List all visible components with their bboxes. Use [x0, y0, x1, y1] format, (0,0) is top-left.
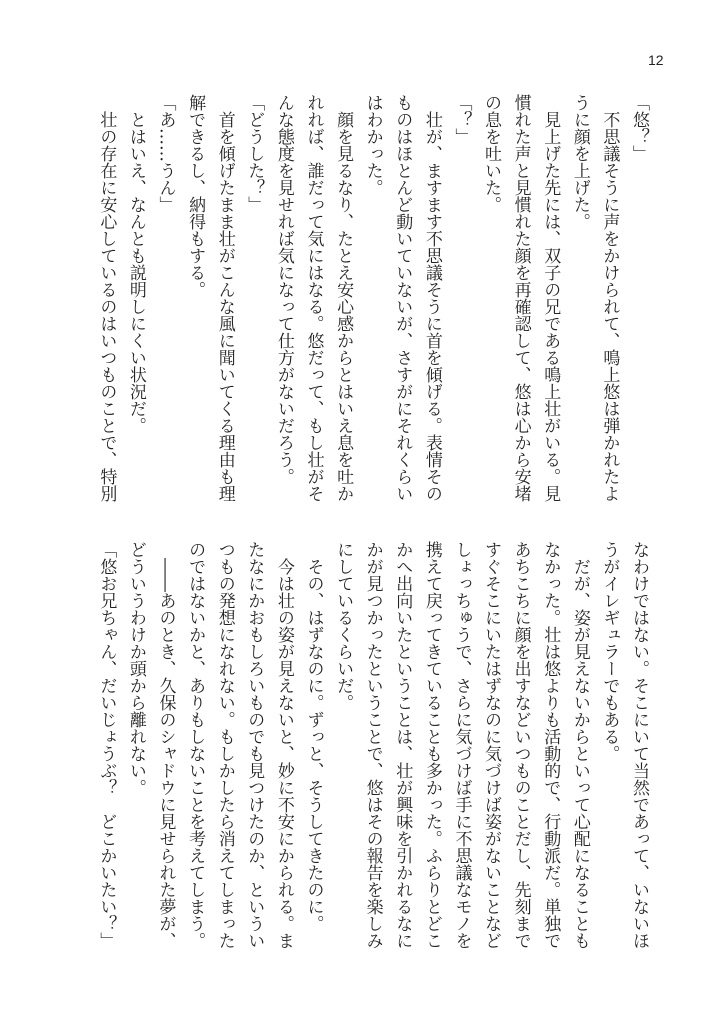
page-number: 12 — [648, 52, 664, 68]
text-column: 「どうした？」 — [244, 94, 265, 213]
text-column: かへ出向いたということは、壮が興味を引かれるなに — [392, 541, 413, 949]
text-column: しょっちゅうで、さらに気づけば手に不思議なモノを — [451, 541, 472, 949]
text-column: とはいえ、なんとも説明しにくい状況だ。 — [125, 94, 146, 434]
text-column: 壮の存在に安心しているのはいつものことで、特別 — [96, 94, 117, 502]
text-column: かが見つかったということで、悠はその報告を楽しみ — [362, 541, 383, 949]
text-column: 首を傾げたまま壮がこんな風に聞いてくる理由も理 — [214, 94, 235, 502]
text-block-top — [90, 94, 653, 506]
text-column: どういうわけか頭から離れない。 — [125, 541, 146, 796]
text-column: 壮が、ますます不思議そうに首を傾げる。表情その — [421, 94, 442, 502]
text-column: なわけではない。そこにいて当然であって、いないほ — [629, 541, 649, 949]
text-column: 「あ……うん」 — [155, 94, 176, 213]
text-column: うに顔を上げた。 — [569, 94, 590, 230]
text-column: の息を吐いた。 — [481, 94, 502, 213]
text-column: その、はずなのに。ずっと、そうしてきたのに。 — [303, 541, 324, 932]
text-column: 「悠？」 — [629, 94, 649, 162]
text-column: ――あのとき、久保のシャドウに見せられた夢が、 — [155, 541, 176, 949]
text-column: 「悠お兄ちゃん、だいじょうぶ？ どこかいたい？」 — [96, 541, 117, 949]
text-column: あちこちに顔を出すなどいつものことだし、先刻まで — [510, 541, 531, 949]
text-column: 携えて戻ってきていることも多かった。ふらりとどこ — [421, 541, 442, 949]
text-column: はわかった。 — [362, 94, 383, 196]
text-column: 解できるし、納得もする。 — [185, 94, 206, 298]
text-column: 見上げた先には、双子の兄である鳴上壮がいる。見 — [540, 94, 561, 502]
text-column: れれば、誰だって気にはなる。悠だって、もし壮がそ — [303, 94, 324, 502]
text-column: 慣れた声と見慣れた顔を再確認して、悠は心から安堵 — [510, 94, 531, 502]
text-column: にしているくらいだ。 — [333, 541, 354, 711]
text-column: なかった。壮は悠よりも活動的で、行動派だ。単独で — [540, 541, 561, 949]
text-column: 今は壮の姿が見えないと、妙に不安にかられる。ま — [273, 541, 294, 949]
text-column: すぐそこにいたはずなのに気づけば姿がないことなど — [481, 541, 502, 949]
text-column: 顔を見るなり、たとえ安心感からとはいえ息を吐か — [333, 94, 354, 502]
text-column: うがイレギュラーでもある。 — [599, 541, 620, 762]
text-column: たなにかおもしろいものでも見つけたのか、というい — [244, 541, 265, 949]
text-block-bottom — [90, 541, 653, 953]
text-column: のではないかと、ありもしないことを考えてしまう。 — [185, 541, 206, 949]
text-column: 不思議そうに声をかけられて、鳴上悠は弾かれたよ — [599, 94, 620, 502]
text-column: だが、姿が見えないからといって心配になることも — [569, 541, 590, 949]
text-column: 「？」 — [451, 94, 472, 145]
text-column: つもの発想になれない。もしかしたら消えてしまった — [214, 541, 235, 949]
text-column: んな態度を見せれば気になって仕方がないだろう。 — [273, 94, 294, 485]
text-column: ものはほとんど動いていないが、さすがにそれくらい — [392, 94, 413, 502]
